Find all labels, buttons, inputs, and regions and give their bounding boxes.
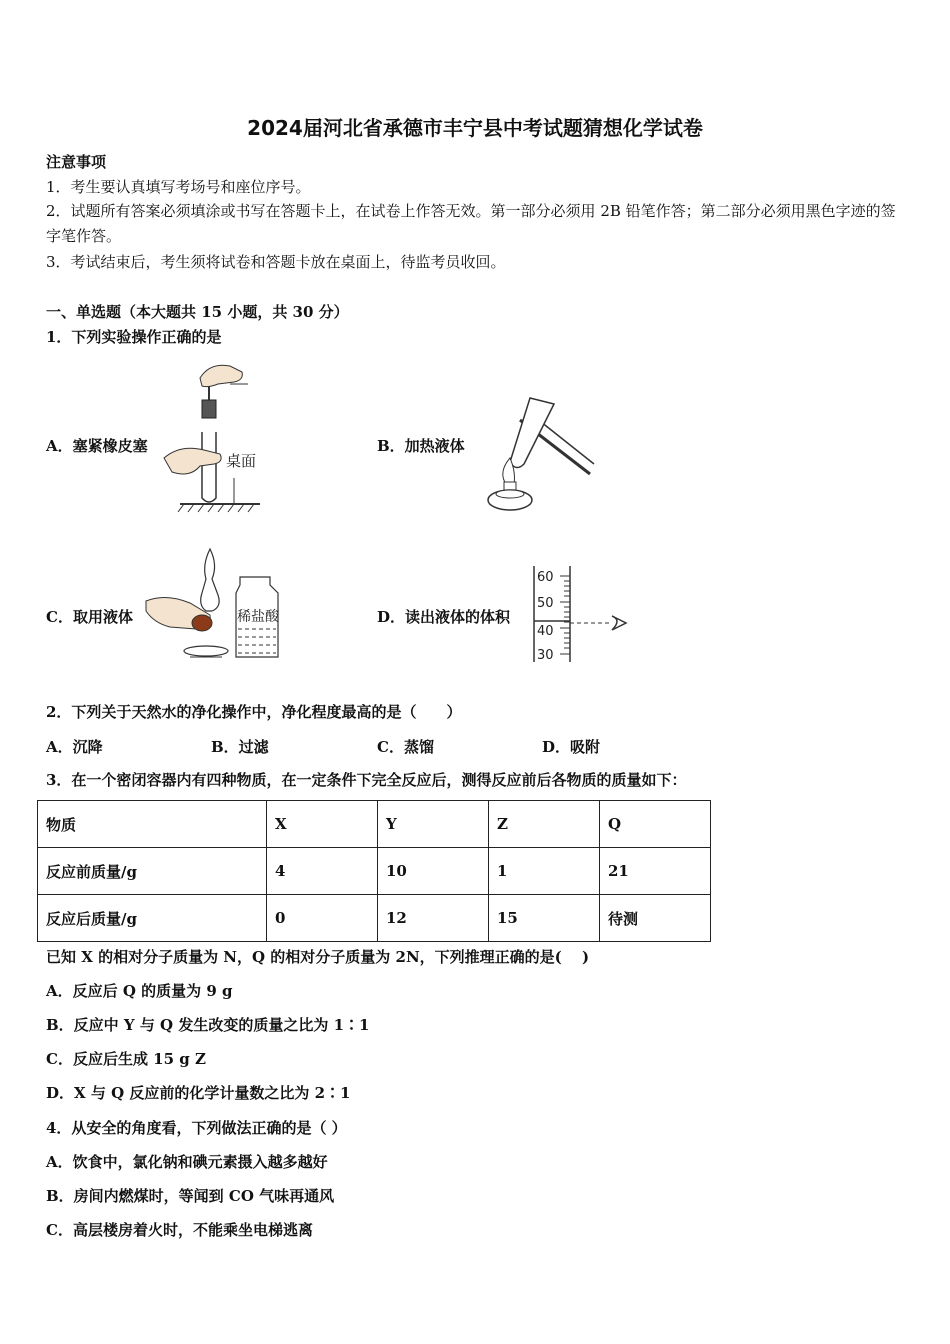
cylinder-mark-30: 30	[537, 648, 554, 663]
q2-stem: 2．下列关于天然水的净化操作中，净化程度最高的是（ ）	[46, 703, 462, 721]
q3-option-b: B．反应中 Y 与 Q 发生改变的质量之比为 1∶1	[46, 1016, 370, 1034]
notice-item-2: 2．试题所有答案必须填涂或书写在答题卡上，在试卷上作答无效。第一部分必须用 2B 铅笔作答；第二部分必须用黑色字迹的签字笔作答。	[46, 202, 896, 245]
q2-option-c: C．蒸馏	[377, 738, 434, 756]
q2-option-d: D．吸附	[542, 738, 601, 756]
table-header-row	[38, 801, 711, 848]
q2-option-a: A．沉降	[46, 738, 103, 756]
table-cell: Y	[378, 801, 489, 848]
cylinder-mark-50: 50	[537, 596, 554, 611]
cylinder-figure	[526, 562, 636, 667]
table-cell: 15	[489, 895, 600, 942]
table-cell: 物质	[38, 801, 267, 848]
table-cell: 12	[378, 895, 489, 942]
table-cell: 1	[489, 848, 600, 895]
cylinder-mark-60: 60	[537, 570, 554, 585]
section-heading: 一、单选题（本大题共 15 小题，共 30 分）	[46, 303, 349, 321]
q1-option-c: C．取用液体	[46, 608, 133, 626]
q3-followup: 已知 X 的相对分子质量为 N，Q 的相对分子质量为 2N，下列推理正确的是( )	[46, 948, 590, 966]
table-cell: 21	[600, 848, 711, 895]
table-cell: 0	[267, 895, 378, 942]
table-cell: X	[267, 801, 378, 848]
dropper-figure	[140, 545, 285, 665]
notice-item-1: 1．考生要认真填写考场号和座位序号。	[46, 178, 311, 196]
q1-stem: 1．下列实验操作正确的是	[46, 328, 222, 346]
q4-stem: 4．从安全的角度看，下列做法正确的是（ ）	[46, 1119, 347, 1137]
stopper-figure	[160, 358, 270, 513]
q3-option-c: C．反应后生成 15 g Z	[46, 1050, 206, 1068]
cylinder-mark-40: 40	[537, 624, 554, 639]
q4-option-b: B．房间内燃煤时，等闻到 CO 气味再通风	[46, 1187, 335, 1205]
q3-stem: 3．在一个密闭容器内有四种物质，在一定条件下完全反应后，测得反应前后各物质的质量如下：	[46, 771, 687, 789]
page-title: 2024届河北省承德市丰宁县中考试题猜想化学试卷	[247, 116, 703, 140]
table-cell: 反应后质量/g	[38, 895, 267, 942]
q1-option-a: A．塞紧橡皮塞	[46, 437, 148, 455]
q3-option-a: A．反应后 Q 的质量为 9 g	[46, 982, 233, 1000]
heating-figure	[470, 392, 600, 517]
bottle-label: 稀盐酸	[237, 609, 279, 625]
q4-option-c: C．高层楼房着火时，不能乘坐电梯逃离	[46, 1221, 313, 1239]
table-row	[38, 895, 711, 942]
q2-option-b: B．过滤	[211, 738, 269, 756]
table-cell: 待测	[600, 895, 711, 942]
mass-table	[37, 800, 711, 942]
q1-option-b: B．加热液体	[377, 437, 465, 455]
desk-label: 桌面	[226, 452, 257, 470]
table-cell: 10	[378, 848, 489, 895]
q3-option-d: D．X 与 Q 反应前的化学计量数之比为 2∶1	[46, 1084, 351, 1102]
table-cell: 反应前质量/g	[38, 848, 267, 895]
table-row	[38, 848, 711, 895]
notice-heading: 注意事项	[46, 153, 107, 171]
notice-item-3: 3．考试结束后，考生须将试卷和答题卡放在桌面上，待监考员收回。	[46, 253, 506, 271]
table-cell: Z	[489, 801, 600, 848]
q1-option-d: D．读出液体的体积	[377, 608, 511, 626]
table-cell: 4	[267, 848, 378, 895]
q4-option-a: A．饮食中，氯化钠和碘元素摄入越多越好	[46, 1153, 328, 1171]
table-cell: Q	[600, 801, 711, 848]
eye-icon	[612, 616, 626, 630]
